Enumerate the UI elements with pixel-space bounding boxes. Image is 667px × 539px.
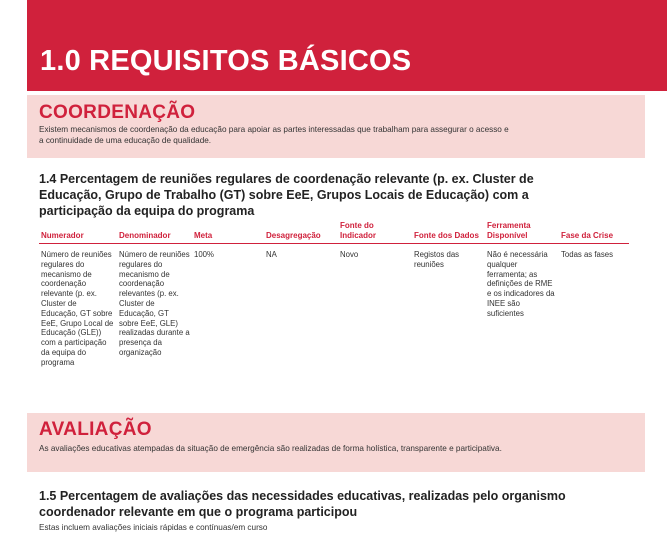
- column-header: Fonte dos Dados: [412, 221, 485, 244]
- indicator-table: [39, 221, 629, 368]
- section-description: As avaliações educativas atempadas da situação de emergência são realizadas de forma holística, transparente e participativa.: [39, 444, 502, 453]
- table-cell: Não é necessária qualquer ferramenta; as definições de RME e os indicadores da INEE são suficientes: [487, 250, 555, 318]
- table-cell: Número de reuniões regulares do mecanismo de coordenação relevantes (p. ex. Cluster de Educação, GT sobre EeE, GLE) realizadas durante a presença da organização: [119, 250, 190, 357]
- column-header: Desagregação: [264, 221, 338, 244]
- section-coordination: [27, 95, 645, 158]
- indicator-note: Estas incluem avaliações iniciais rápidas e contínuas/em curso: [39, 523, 268, 532]
- table-cell: 100%: [194, 250, 214, 259]
- column-header: Fonte do Indicador: [338, 221, 412, 244]
- page-title: 1.0 REQUISITOS BÁSICOS: [40, 45, 412, 77]
- table-cell: NA: [266, 250, 277, 259]
- column-header: Fase da Crise: [559, 221, 629, 244]
- column-header: Meta: [192, 221, 264, 244]
- table-cell: Número de reuniões regulares do mecanismo de coordenação relevante (p. ex. Cluster de Educação, GT sobre EeE, Grupo Local de Educação (GLE)) com a participação da equipa do programa: [41, 250, 114, 367]
- indicator-title: 1.5 Percentagem de avaliações das necessidades educativas, realizadas pelo organismo coordenador relevante em que o programa participou: [39, 489, 566, 519]
- table-cell: Registos das reuniões: [414, 250, 460, 269]
- column-header: Ferramenta Disponível: [485, 221, 559, 244]
- section-assessment: [27, 413, 645, 472]
- table-cell: Novo: [340, 250, 359, 259]
- section-heading: COORDENAÇÃO: [39, 102, 196, 123]
- table-header-row: [39, 221, 629, 244]
- section-heading: AVALIAÇÃO: [39, 419, 152, 440]
- column-header: Denominador: [117, 221, 192, 244]
- section-description: Existem mecanismos de coordenação da educação para apoiar as partes interessadas que trabalham para assegurar o acesso e a continuidade de uma educação de qualidade.: [39, 125, 509, 145]
- table-row: [39, 244, 629, 368]
- column-header: Numerador: [39, 221, 117, 244]
- table-cell: Todas as fases: [561, 250, 614, 259]
- indicator-title: 1.4 Percentagem de reuniões regulares de coordenação relevante (p. ex. Cluster de Educação, Grupo de Trabalho (GT) sobre EeE, Grupos Locais de Educação) com a participação da equipa do programa: [39, 172, 534, 218]
- title-bar: [27, 0, 667, 91]
